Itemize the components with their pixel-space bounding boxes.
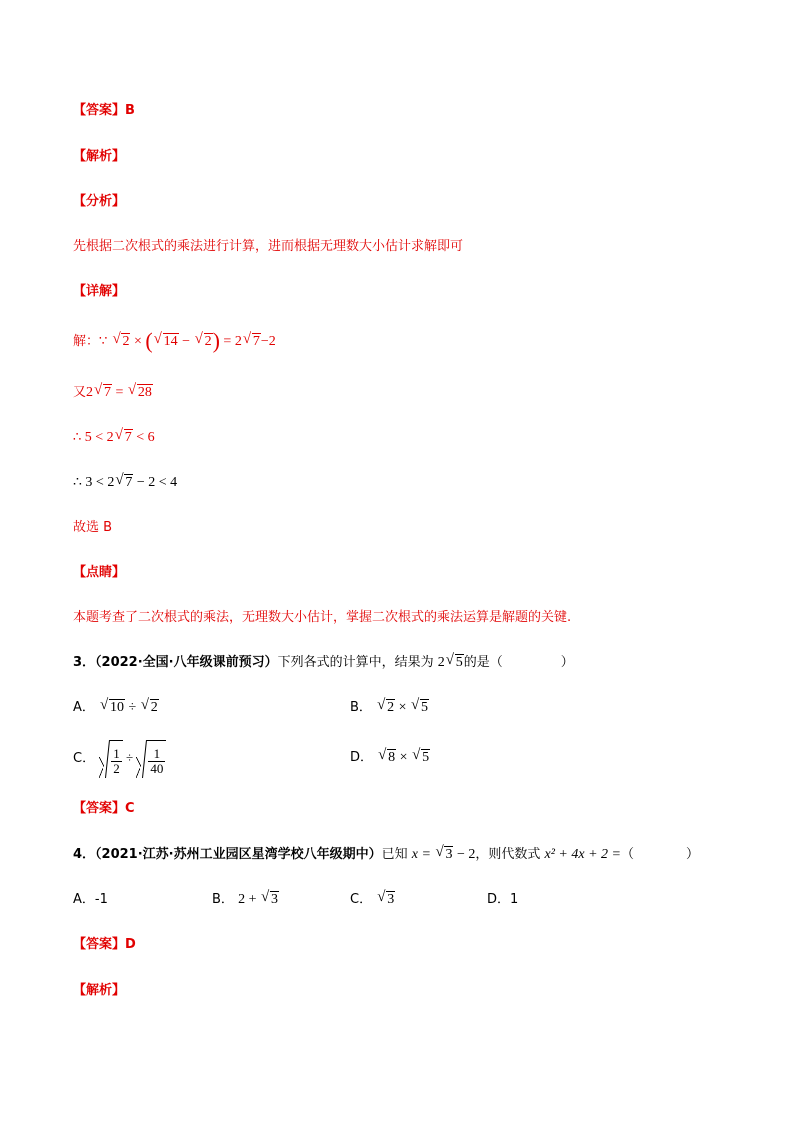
inequality-left: 3 < 2 [85, 475, 115, 490]
radicand: 10 [110, 700, 125, 715]
step-prefix: 解： [73, 334, 100, 349]
option-label: D． [487, 892, 511, 907]
answer-value: B [125, 103, 135, 118]
times-sign: × [133, 334, 142, 349]
solution-step-3 [73, 428, 155, 448]
radicand: 5 [420, 700, 428, 715]
expression-x: x = [411, 847, 431, 862]
equals-sign: = [223, 334, 232, 349]
option-label: C． [73, 751, 96, 766]
answer-prev [73, 101, 135, 121]
question-stem-mid: ，则代数式 [475, 847, 541, 862]
answer-bracket: 【答案】 [73, 937, 126, 952]
numerator: 1 [113, 745, 120, 761]
question-number: 3． [73, 655, 96, 670]
option-label: D． [350, 750, 374, 765]
therefore-symbol: ∴ [73, 475, 82, 490]
radicand: 2 [122, 334, 130, 349]
radicand: 2 [204, 334, 212, 349]
answer-value: D [125, 937, 136, 952]
coefficient: 2 [86, 385, 94, 400]
operator: ÷ [125, 750, 134, 765]
radicand: 28 [137, 385, 152, 400]
therefore-symbol: ∴ [73, 430, 82, 445]
inequality-right: < 6 [136, 430, 155, 445]
operator: × [398, 700, 407, 715]
answer-bracket-close: ） [685, 847, 699, 862]
radicand: 3 [387, 892, 395, 907]
option-label: A． [73, 892, 95, 907]
denominator: 40 [150, 760, 164, 776]
fenxi-heading: 【分析】 [73, 194, 126, 209]
option-label: C． [350, 892, 373, 907]
question-4 [73, 845, 699, 865]
option-label: A． [73, 700, 95, 715]
step-prefix: 又 [73, 385, 87, 400]
answer-q3 [73, 799, 135, 819]
option-value: -1 [94, 892, 108, 907]
question-stem-end: 的是（ [463, 655, 503, 670]
radicand: 8 [388, 750, 396, 765]
radicand: 7 [252, 334, 260, 349]
radicand: 7 [104, 385, 112, 400]
solution-step-2 [73, 383, 153, 403]
question-3 [73, 653, 574, 673]
radicand: 2 [387, 700, 395, 715]
answer-q4 [73, 935, 136, 955]
because-symbol: ∵ [99, 334, 108, 349]
q4-option-b[interactable] [212, 890, 279, 910]
radicand: 5 [455, 655, 463, 670]
radicand: 7 [124, 430, 132, 445]
solution-step-4 [73, 473, 177, 493]
question-source: （2021·江苏·苏州工业园区星湾学校八年级期中） [95, 847, 382, 862]
expression-tail: − 2 [456, 847, 476, 862]
numerator: 1 [148, 747, 165, 762]
radicand: 7 [125, 475, 133, 490]
radicand: 14 [163, 334, 178, 349]
dianjing-heading: 【点睛】 [73, 565, 126, 580]
q4-option-a[interactable] [73, 890, 108, 910]
q3-option-a[interactable] [73, 698, 159, 718]
radicand: 5 [422, 750, 430, 765]
question-source: （2022·全国·八年级课前预习） [95, 655, 278, 670]
coefficient: 2 [437, 655, 445, 670]
answer-value: C [125, 801, 135, 816]
q3-option-c[interactable] [73, 740, 166, 778]
q4-option-c[interactable] [350, 890, 395, 910]
answer-bracket: 【答案】 [73, 103, 126, 118]
algebraic-expression: x² + 4x + 2 = [544, 847, 621, 862]
inequality-left: 5 < 2 [84, 430, 114, 445]
equals-sign: = [115, 385, 124, 400]
answer-bracket-close: ） [560, 655, 574, 670]
answer-bracket-open: （ [620, 847, 634, 862]
q3-option-d[interactable] [350, 748, 430, 768]
inequality-right: − 2 < 4 [136, 475, 178, 490]
radicand: 2 [150, 700, 158, 715]
dianjing-text: 本题考查了二次根式的乘法，无理数大小估计，掌握二次根式的乘法运算是解题的关键. [73, 610, 572, 625]
denominator: 2 [113, 760, 120, 776]
expr-tail: −2 [260, 334, 276, 349]
operator: ÷ [128, 700, 137, 715]
jiexi-heading-2: 【解析】 [73, 983, 126, 998]
option-label: B． [350, 700, 372, 715]
question-number: 4． [73, 847, 96, 862]
xiangjie-heading: 【详解】 [73, 284, 126, 299]
option-label: B． [212, 892, 234, 907]
minus-sign: − [182, 334, 191, 349]
operator: × [399, 750, 408, 765]
option-value: 1 [510, 892, 519, 907]
answer-bracket: 【答案】 [73, 801, 126, 816]
guxuan-text: 故选 B [73, 520, 113, 535]
radicand: 3 [270, 892, 278, 907]
q4-option-d[interactable] [487, 890, 518, 910]
question-stem: 已知 [381, 847, 408, 862]
solution-step-1: 解：∵ √ 2 × (√ 14 − √ 2) = 2√ 7−2 [73, 331, 276, 352]
q3-option-b[interactable] [350, 698, 429, 718]
coefficient: 2 [234, 334, 242, 349]
fenxi-text: 先根据二次根式的乘法进行计算，进而根据无理数大小估计求解即可 [73, 239, 464, 254]
radicand: 3 [445, 847, 453, 862]
option-prefix: 2 + [238, 892, 257, 907]
jiexi-heading: 【解析】 [73, 149, 126, 164]
question-stem: 下列各式的计算中，结果为 [277, 655, 434, 670]
